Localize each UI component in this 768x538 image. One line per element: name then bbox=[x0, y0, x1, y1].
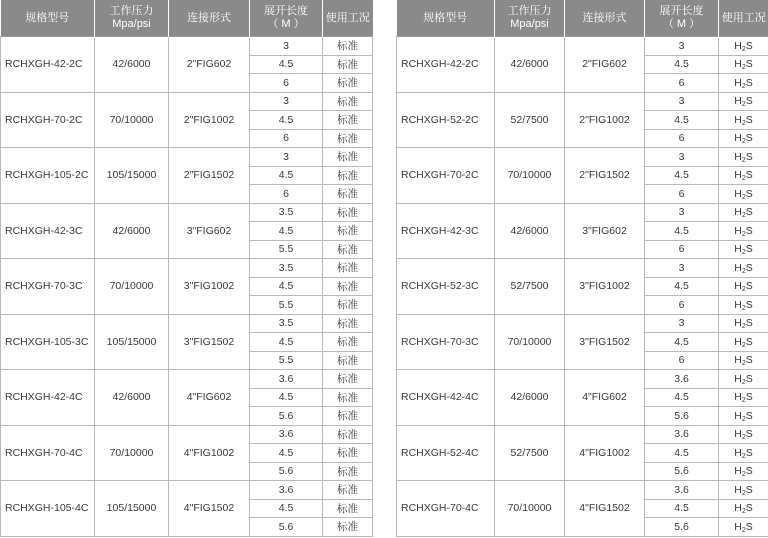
length-cell: 4.5 bbox=[250, 277, 323, 296]
pressure-cell: 70/10000 bbox=[95, 259, 169, 315]
condition-cell: 标准 bbox=[323, 388, 373, 407]
condition-cell: $H_2S$ bbox=[719, 240, 768, 259]
condition-cell: 标准 bbox=[323, 92, 373, 111]
model-cell: RCHXGH-70-4C bbox=[1, 425, 95, 481]
length-cell: 4.5 bbox=[250, 499, 323, 518]
condition-cell: $H_2S$ bbox=[719, 499, 768, 518]
spec-table-standard bbox=[0, 0, 373, 537]
condition-cell: 标准 bbox=[323, 240, 373, 259]
connection-cell: 2"FIG1502 bbox=[565, 148, 645, 204]
connection-cell: 4"FIG1002 bbox=[169, 425, 250, 481]
condition-cell: 标准 bbox=[323, 425, 373, 444]
length-cell: 5.5 bbox=[250, 296, 323, 315]
length-cell: 4.5 bbox=[645, 166, 719, 185]
condition-cell: $H_2S$ bbox=[719, 185, 768, 204]
condition-cell: $H_2S$ bbox=[719, 277, 768, 296]
length-cell: 5.6 bbox=[645, 407, 719, 426]
length-cell: 6 bbox=[250, 185, 323, 204]
length-cell: 6 bbox=[645, 351, 719, 370]
length-cell: 4.5 bbox=[250, 333, 323, 352]
pressure-cell: 105/15000 bbox=[95, 481, 169, 537]
length-cell: 3.5 bbox=[250, 259, 323, 278]
connection-cell: 3"FIG1502 bbox=[169, 314, 250, 370]
length-cell: 4.5 bbox=[645, 222, 719, 241]
connection-cell: 4"FIG602 bbox=[169, 370, 250, 426]
condition-cell: $H_2S$ bbox=[719, 425, 768, 444]
table-row bbox=[1, 37, 373, 56]
table-row bbox=[397, 481, 768, 500]
length-cell: 3 bbox=[250, 37, 323, 56]
length-cell: 5.5 bbox=[250, 351, 323, 370]
model-cell: RCHXGH-42-4C bbox=[397, 370, 495, 426]
condition-cell: $H_2S$ bbox=[719, 351, 768, 370]
connection-cell: 2"FIG602 bbox=[565, 37, 645, 93]
condition-cell: 标准 bbox=[323, 518, 373, 537]
model-cell: RCHXGH-42-2C bbox=[1, 37, 95, 93]
connection-cell: 2"FIG1002 bbox=[565, 92, 645, 148]
length-cell: 4.5 bbox=[645, 111, 719, 130]
length-cell: 5.6 bbox=[250, 462, 323, 481]
condition-cell: $H_2S$ bbox=[719, 111, 768, 130]
pressure-cell: 52/7500 bbox=[495, 425, 565, 481]
condition-cell: 标准 bbox=[323, 499, 373, 518]
table-row bbox=[1, 259, 373, 278]
condition-cell: 标准 bbox=[323, 148, 373, 167]
length-cell: 5.6 bbox=[645, 518, 719, 537]
length-cell: 3 bbox=[645, 259, 719, 278]
table-row bbox=[1, 203, 373, 222]
condition-cell: $H_2S$ bbox=[719, 74, 768, 93]
table-row bbox=[397, 203, 768, 222]
model-cell: RCHXGH-42-4C bbox=[1, 370, 95, 426]
table-row bbox=[397, 370, 768, 389]
table-row bbox=[397, 92, 768, 111]
condition-cell: 标准 bbox=[323, 111, 373, 130]
length-cell: 5.5 bbox=[250, 240, 323, 259]
header-length: 展开长度 （ M ） bbox=[250, 0, 323, 37]
condition-cell: 标准 bbox=[323, 370, 373, 389]
condition-cell: 标准 bbox=[323, 444, 373, 463]
connection-cell: 4"FIG1502 bbox=[169, 481, 250, 537]
length-cell: 4.5 bbox=[645, 333, 719, 352]
condition-cell: $H_2S$ bbox=[719, 129, 768, 148]
spec-table-h2s bbox=[396, 0, 768, 537]
length-cell: 6 bbox=[250, 74, 323, 93]
length-cell: 3.5 bbox=[250, 203, 323, 222]
header-pressure: 工作压力 Mpa/psi bbox=[95, 0, 169, 37]
condition-cell: $H_2S$ bbox=[719, 296, 768, 315]
condition-cell: 标准 bbox=[323, 277, 373, 296]
length-cell: 3 bbox=[645, 37, 719, 56]
condition-cell: $H_2S$ bbox=[719, 37, 768, 56]
connection-cell: 2"FIG602 bbox=[169, 37, 250, 93]
table-row bbox=[1, 92, 373, 111]
length-cell: 5.6 bbox=[645, 462, 719, 481]
pressure-cell: 70/10000 bbox=[495, 148, 565, 204]
model-cell: RCHXGH-42-3C bbox=[397, 203, 495, 259]
length-cell: 3.6 bbox=[645, 370, 719, 389]
table-row bbox=[1, 148, 373, 167]
header-connection: 连接形式 bbox=[565, 0, 645, 37]
table-row bbox=[397, 314, 768, 333]
table-row bbox=[397, 259, 768, 278]
condition-cell: $H_2S$ bbox=[719, 203, 768, 222]
condition-cell: 标准 bbox=[323, 129, 373, 148]
table-row bbox=[397, 37, 768, 56]
table-row bbox=[1, 314, 373, 333]
length-cell: 4.5 bbox=[250, 111, 323, 130]
condition-cell: $H_2S$ bbox=[719, 333, 768, 352]
model-cell: RCHXGH-105-4C bbox=[1, 481, 95, 537]
condition-cell: $H_2S$ bbox=[719, 481, 768, 500]
condition-cell: $H_2S$ bbox=[719, 407, 768, 426]
pressure-cell: 105/15000 bbox=[95, 148, 169, 204]
condition-cell: 标准 bbox=[323, 351, 373, 370]
condition-cell: 标准 bbox=[323, 296, 373, 315]
length-cell: 3.6 bbox=[645, 481, 719, 500]
table-row bbox=[1, 425, 373, 444]
condition-cell: 标准 bbox=[323, 203, 373, 222]
pressure-cell: 105/15000 bbox=[95, 314, 169, 370]
pressure-cell: 52/7500 bbox=[495, 259, 565, 315]
connection-cell: 2"FIG1002 bbox=[169, 92, 250, 148]
connection-cell: 3"FIG1002 bbox=[169, 259, 250, 315]
condition-cell: $H_2S$ bbox=[719, 166, 768, 185]
pressure-cell: 70/10000 bbox=[495, 314, 565, 370]
pressure-cell: 70/10000 bbox=[95, 425, 169, 481]
model-cell: RCHXGH-52-2C bbox=[397, 92, 495, 148]
model-cell: RCHXGH-105-2C bbox=[1, 148, 95, 204]
model-cell: RCHXGH-52-4C bbox=[397, 425, 495, 481]
pressure-cell: 42/6000 bbox=[95, 370, 169, 426]
connection-cell: 2"FIG1502 bbox=[169, 148, 250, 204]
condition-cell: $H_2S$ bbox=[719, 518, 768, 537]
condition-cell: $H_2S$ bbox=[719, 259, 768, 278]
length-cell: 6 bbox=[645, 240, 719, 259]
length-cell: 4.5 bbox=[645, 444, 719, 463]
length-cell: 4.5 bbox=[250, 444, 323, 463]
header-condition: 使用工况 bbox=[323, 0, 373, 37]
condition-cell: 标准 bbox=[323, 37, 373, 56]
condition-cell: 标准 bbox=[323, 333, 373, 352]
condition-cell: 标准 bbox=[323, 222, 373, 241]
length-cell: 3.6 bbox=[250, 370, 323, 389]
length-cell: 5.6 bbox=[250, 518, 323, 537]
header-length: 展开长度 （ M ） bbox=[645, 0, 719, 37]
condition-cell: 标准 bbox=[323, 259, 373, 278]
condition-cell: 标准 bbox=[323, 314, 373, 333]
pressure-cell: 52/7500 bbox=[495, 92, 565, 148]
model-cell: RCHXGH-70-3C bbox=[397, 314, 495, 370]
header-model: 规格型号 bbox=[1, 0, 95, 37]
model-cell: RCHXGH-105-3C bbox=[1, 314, 95, 370]
condition-cell: $H_2S$ bbox=[719, 92, 768, 111]
pressure-cell: 42/6000 bbox=[495, 203, 565, 259]
connection-cell: 3"FIG602 bbox=[565, 203, 645, 259]
model-cell: RCHXGH-70-2C bbox=[397, 148, 495, 204]
condition-cell: $H_2S$ bbox=[719, 55, 768, 74]
table-row bbox=[1, 370, 373, 389]
condition-cell: 标准 bbox=[323, 166, 373, 185]
connection-cell: 4"FIG1002 bbox=[565, 425, 645, 481]
pressure-cell: 42/6000 bbox=[95, 37, 169, 93]
length-cell: 3 bbox=[645, 203, 719, 222]
condition-cell: $H_2S$ bbox=[719, 314, 768, 333]
length-cell: 4.5 bbox=[645, 277, 719, 296]
header-model: 规格型号 bbox=[397, 0, 495, 37]
pressure-cell: 70/10000 bbox=[495, 481, 565, 537]
length-cell: 5.6 bbox=[250, 407, 323, 426]
length-cell: 3.6 bbox=[250, 481, 323, 500]
connection-cell: 3"FIG602 bbox=[169, 203, 250, 259]
model-cell: RCHXGH-42-2C bbox=[397, 37, 495, 93]
model-cell: RCHXGH-70-4C bbox=[397, 481, 495, 537]
header-pressure: 工作压力 Mpa/psi bbox=[495, 0, 565, 37]
condition-cell: 标准 bbox=[323, 481, 373, 500]
length-cell: 6 bbox=[645, 185, 719, 204]
model-cell: RCHXGH-42-3C bbox=[1, 203, 95, 259]
length-cell: 6 bbox=[645, 296, 719, 315]
length-cell: 3.6 bbox=[250, 425, 323, 444]
table-row bbox=[397, 148, 768, 167]
table-row bbox=[397, 425, 768, 444]
condition-cell: $H_2S$ bbox=[719, 148, 768, 167]
pressure-cell: 42/6000 bbox=[495, 370, 565, 426]
header-row bbox=[1, 0, 373, 37]
condition-cell: $H_2S$ bbox=[719, 370, 768, 389]
length-cell: 3 bbox=[645, 314, 719, 333]
condition-cell: $H_2S$ bbox=[719, 222, 768, 241]
pressure-cell: 42/6000 bbox=[495, 37, 565, 93]
length-cell: 6 bbox=[645, 129, 719, 148]
model-cell: RCHXGH-70-2C bbox=[1, 92, 95, 148]
connection-cell: 4"FIG602 bbox=[565, 370, 645, 426]
length-cell: 3 bbox=[250, 92, 323, 111]
condition-cell: 标准 bbox=[323, 55, 373, 74]
condition-cell: 标准 bbox=[323, 74, 373, 93]
length-cell: 3 bbox=[645, 92, 719, 111]
condition-cell: $H_2S$ bbox=[719, 444, 768, 463]
length-cell: 4.5 bbox=[250, 388, 323, 407]
condition-cell: $H_2S$ bbox=[719, 462, 768, 481]
length-cell: 3.6 bbox=[645, 425, 719, 444]
header-connection: 连接形式 bbox=[169, 0, 250, 37]
table-row bbox=[1, 481, 373, 500]
length-cell: 4.5 bbox=[250, 222, 323, 241]
model-cell: RCHXGH-52-3C bbox=[397, 259, 495, 315]
condition-cell: $H_2S$ bbox=[719, 388, 768, 407]
length-cell: 6 bbox=[250, 129, 323, 148]
length-cell: 4.5 bbox=[645, 499, 719, 518]
connection-cell: 4"FIG1502 bbox=[565, 481, 645, 537]
length-cell: 4.5 bbox=[250, 166, 323, 185]
length-cell: 3 bbox=[645, 148, 719, 167]
header-row bbox=[397, 0, 768, 37]
length-cell: 3 bbox=[250, 148, 323, 167]
pressure-cell: 70/10000 bbox=[95, 92, 169, 148]
header-condition: 使用工况 bbox=[719, 0, 768, 37]
condition-cell: 标准 bbox=[323, 462, 373, 481]
length-cell: 3.5 bbox=[250, 314, 323, 333]
length-cell: 6 bbox=[645, 74, 719, 93]
condition-cell: 标准 bbox=[323, 185, 373, 204]
connection-cell: 3"FIG1002 bbox=[565, 259, 645, 315]
condition-cell: 标准 bbox=[323, 407, 373, 426]
length-cell: 4.5 bbox=[645, 388, 719, 407]
model-cell: RCHXGH-70-3C bbox=[1, 259, 95, 315]
length-cell: 4.5 bbox=[645, 55, 719, 74]
connection-cell: 3"FIG1502 bbox=[565, 314, 645, 370]
length-cell: 4.5 bbox=[250, 55, 323, 74]
pressure-cell: 42/6000 bbox=[95, 203, 169, 259]
